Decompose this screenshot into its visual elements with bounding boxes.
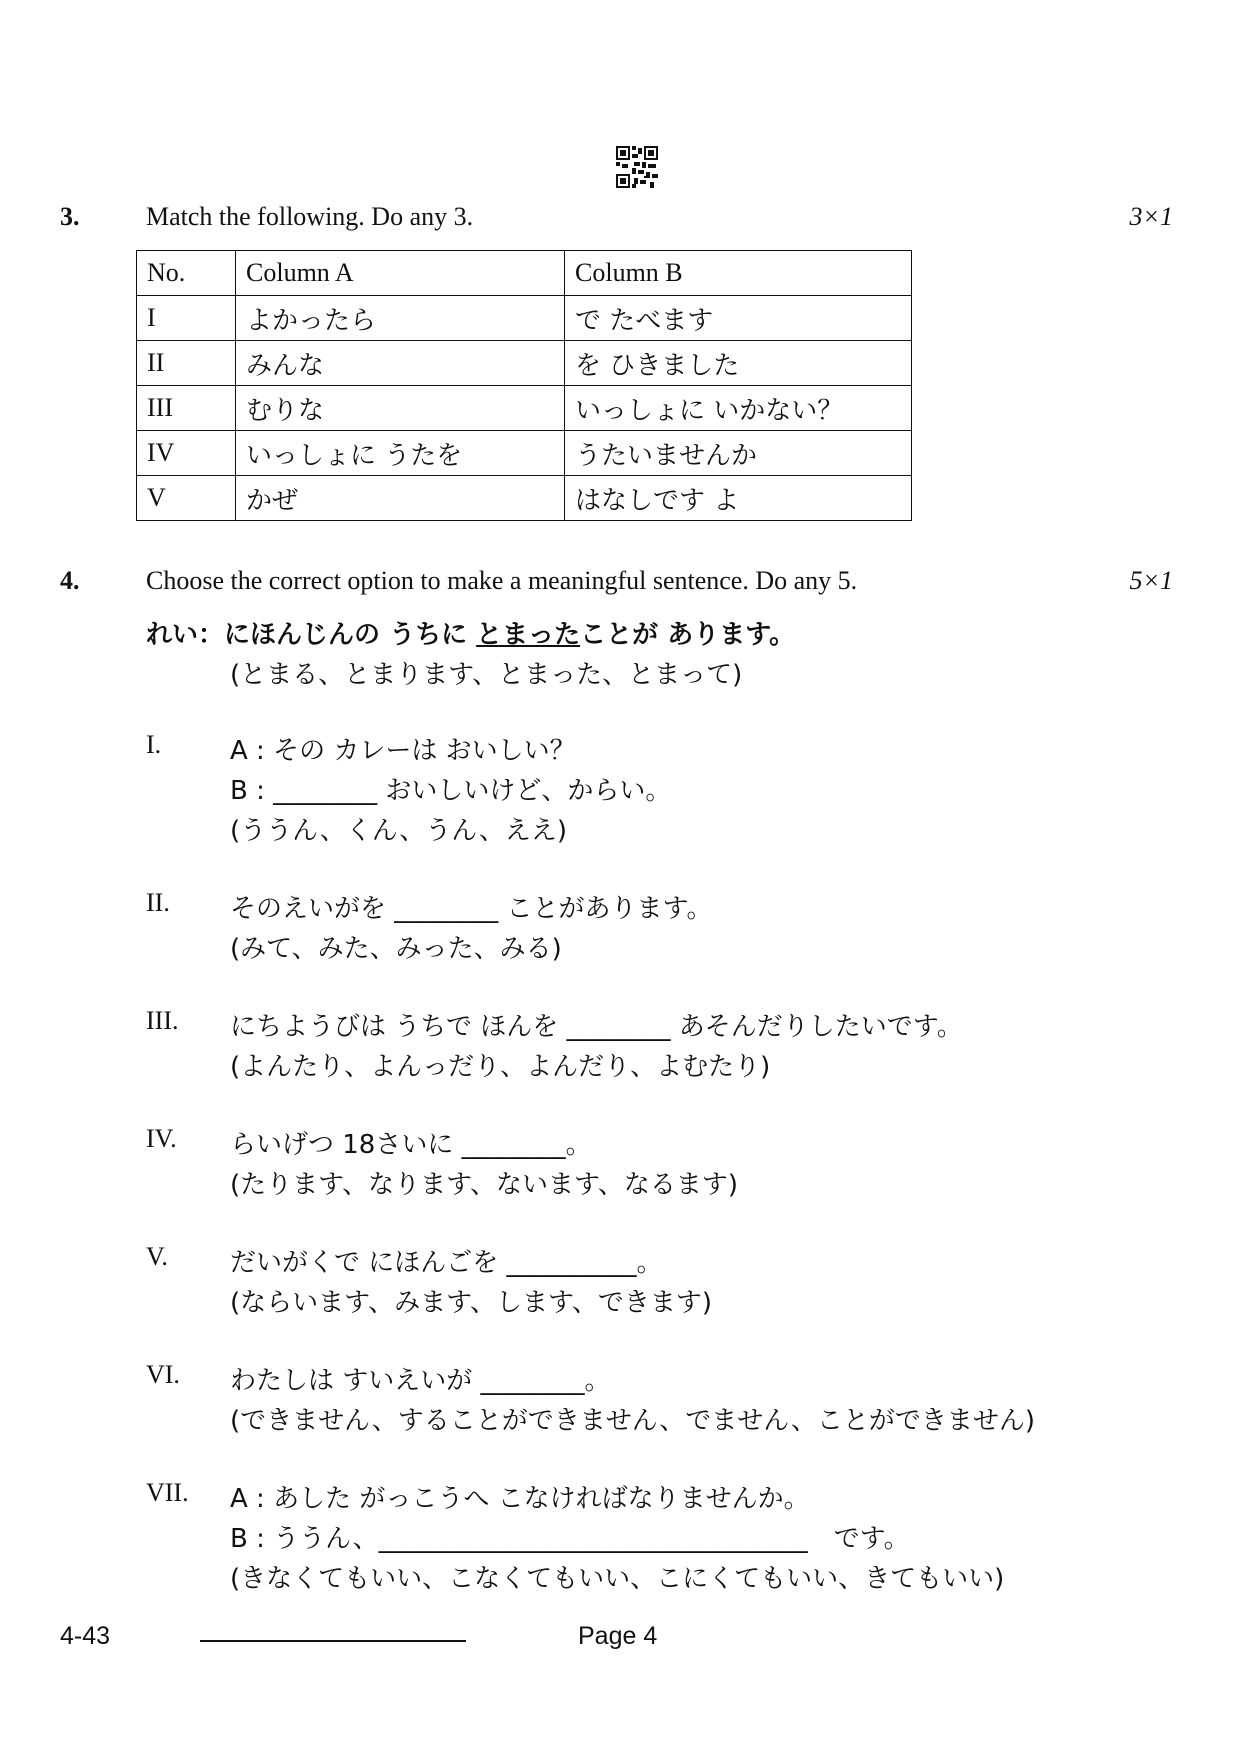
header-no: No. — [137, 251, 236, 296]
item-options: (ならいます、みます、します、できます) — [230, 1288, 713, 1318]
header-column-b: Column B — [565, 251, 912, 296]
header-column-a: Column A — [236, 251, 565, 296]
question-3-marks: 3×1 — [1129, 202, 1173, 231]
example-label: れい： — [146, 620, 225, 650]
table-header-row — [137, 251, 912, 296]
match-table — [136, 250, 912, 521]
page-number: Page 4 — [578, 1622, 658, 1650]
table-row — [137, 386, 912, 431]
column-b-cell: を ひきました — [565, 341, 912, 386]
column-b-cell: はなしです よ — [565, 476, 912, 521]
example-answer: とまった — [476, 620, 581, 650]
item-number: VI. — [146, 1360, 180, 1389]
item-line: A : その カレーは おいしい？ — [230, 736, 576, 766]
item-options: (たります、なります、ないます、なるます) — [230, 1170, 739, 1200]
item-line: だいがくで にほんごを __________。 — [230, 1248, 663, 1278]
example-after: ことが あります。 — [580, 620, 796, 650]
paper-code: 4-43 — [60, 1622, 111, 1650]
item-number: II. — [146, 888, 170, 917]
item-line: わたしは すいえいが ________。 — [230, 1366, 611, 1396]
table-row — [137, 341, 912, 386]
item-line: B : ________ おいしいけど、からい。 — [230, 776, 672, 806]
question-4-number: 4. — [60, 566, 80, 595]
column-b-cell: うたいませんか — [565, 431, 912, 476]
item-line: そのえいがを ________ ことがあります。 — [230, 894, 713, 924]
item-number: VII. — [146, 1478, 189, 1507]
item-number: IV. — [146, 1124, 177, 1153]
question-3-instruction: Match the following. Do any 3. — [146, 202, 474, 231]
item-number: III. — [146, 1006, 179, 1035]
column-a-cell: いっしょに うたを — [236, 431, 565, 476]
column-a-cell: かぜ — [236, 476, 565, 521]
example-sentence — [146, 614, 795, 651]
item-number: I. — [146, 730, 162, 759]
item-options: (ううん、くん、うん、ええ) — [230, 816, 567, 846]
row-number: IV — [137, 431, 236, 476]
question-4-instruction: Choose the correct option to make a meaningful sentence. Do any 5. — [146, 566, 858, 595]
column-a-cell: よかったら — [236, 296, 565, 341]
item-line: A : あした がっこうへ こなければなりませんか。 — [230, 1484, 810, 1514]
row-number: II — [137, 341, 236, 386]
item-options: (できません、することができません、でません、ことができません) — [230, 1406, 1035, 1436]
table-row — [137, 431, 912, 476]
column-a-cell: むりな — [236, 386, 565, 431]
qr-code-icon — [616, 146, 658, 188]
item-options: (よんたり、よんっだり、よんだり、よむたり) — [230, 1052, 771, 1082]
item-line: にちようびは うちで ほんを ________ あそんだりしたいです。 — [230, 1012, 963, 1042]
row-number: V — [137, 476, 236, 521]
item-number: V. — [146, 1242, 168, 1271]
example-before: にほんじんの うちに — [224, 620, 477, 650]
column-b-cell: いっしょに いかない？ — [565, 386, 912, 431]
table-row — [137, 296, 912, 341]
column-a-cell: みんな — [236, 341, 565, 386]
item-options: (みて、みた、みった、みる) — [230, 934, 562, 964]
item-options: (きなくてもいい、こなくてもいい、こにくてもいい、きてもいい) — [230, 1564, 1005, 1594]
question-4-marks: 5×1 — [1129, 566, 1173, 595]
table-row — [137, 476, 912, 521]
footer-rule — [200, 1640, 466, 1642]
item-line: らいげつ 18さいに ________。 — [230, 1130, 592, 1160]
row-number: I — [137, 296, 236, 341]
row-number: III — [137, 386, 236, 431]
question-3-number: 3. — [60, 202, 80, 231]
example-options: (とまる、とまります、とまった、とまって) — [230, 660, 743, 690]
item-line: B : ううん、_________________________________ です。 — [230, 1524, 910, 1554]
column-b-cell: で たべます — [565, 296, 912, 341]
